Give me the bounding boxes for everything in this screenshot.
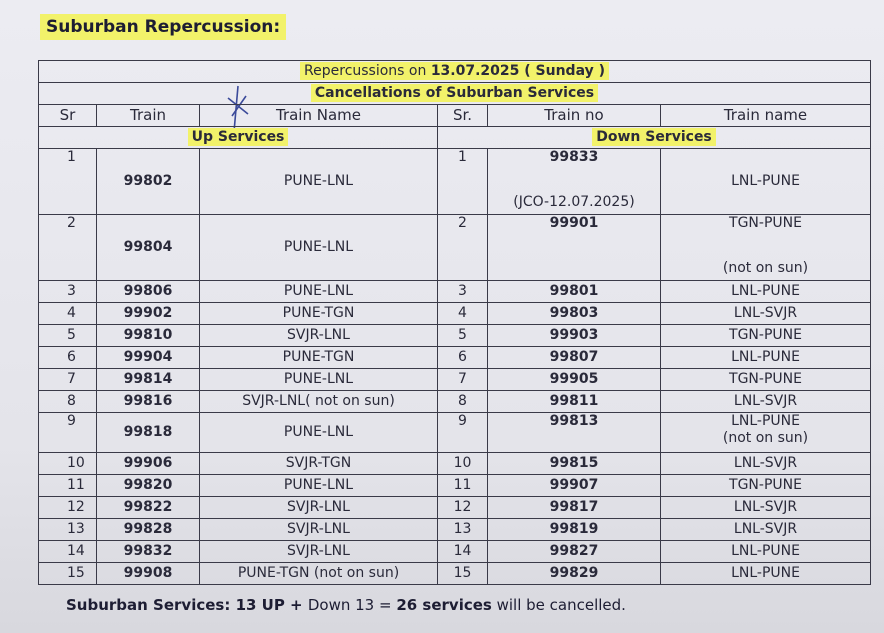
table-row — [39, 215, 871, 281]
down-sr — [438, 519, 488, 541]
up-train — [97, 215, 200, 281]
table-row — [39, 369, 871, 391]
title-row — [39, 61, 871, 83]
down-sr-text: 7 — [458, 371, 467, 387]
up-train-text: 99822 — [123, 499, 173, 515]
up-train-text: 99832 — [123, 543, 173, 559]
table-row — [39, 413, 871, 453]
down-sr-text: 4 — [458, 305, 467, 321]
up-name-text: SVJR-LNL — [287, 521, 350, 537]
up-train — [97, 497, 200, 519]
title-highlight — [300, 62, 609, 80]
down-train — [488, 391, 661, 413]
down-name-text: LNL-SVJR — [733, 393, 798, 409]
down-train — [488, 541, 661, 563]
down-name — [661, 563, 871, 585]
up-train — [97, 475, 200, 497]
up-sr — [39, 369, 97, 391]
up-sr-text: 8 — [67, 393, 76, 409]
down-name-text: TGN-PUNE — [729, 477, 802, 493]
up-train-text: 99908 — [123, 565, 173, 581]
table-row — [39, 347, 871, 369]
up-sr-text: 11 — [67, 477, 85, 493]
up-train-text: 99828 — [123, 521, 173, 537]
down-name-text: LNL-PUNE — [731, 349, 800, 365]
down-sr — [438, 453, 488, 475]
down-train-text: 99833 — [549, 149, 599, 165]
up-train — [97, 369, 200, 391]
down-sr-text: 8 — [458, 393, 467, 409]
down-train — [488, 413, 661, 453]
up-sr-text: 9 — [67, 413, 76, 429]
up-sr — [39, 149, 97, 215]
down-train-text: 99817 — [549, 499, 599, 515]
up-name — [200, 149, 438, 215]
up-name-text: SVJR-TGN — [285, 455, 352, 471]
down-train-text: 99905 — [549, 371, 599, 387]
down-sr — [438, 497, 488, 519]
up-name — [200, 563, 438, 585]
up-name-text: PUNE-LNL — [283, 424, 354, 440]
down-train-text: 99903 — [549, 327, 599, 343]
down-name — [661, 497, 871, 519]
title-prefix: Repercussions on — [304, 63, 431, 79]
up-train-text: 99902 — [123, 305, 173, 321]
down-sr — [438, 215, 488, 281]
up-train-text: 99820 — [123, 477, 173, 493]
down-sr — [438, 347, 488, 369]
col-up-name: Train Name — [200, 105, 438, 127]
down-train-note: (JCO-12.07.2025) — [513, 194, 635, 210]
down-name-text: LNL-PUNE — [731, 565, 800, 581]
footer-down-part: Down 13 = — [307, 596, 397, 614]
table-row — [39, 303, 871, 325]
up-name — [200, 541, 438, 563]
table-row — [39, 563, 871, 585]
up-name-text: SVJR-LNL — [287, 327, 350, 343]
down-sr-text: 3 — [458, 283, 467, 299]
up-name-text: PUNE-LNL — [283, 477, 354, 493]
down-sr-text: 9 — [458, 413, 467, 429]
down-sr-text: 2 — [458, 215, 467, 231]
up-name — [200, 413, 438, 453]
up-name — [200, 475, 438, 497]
title-date: 13.07.2025 ( Sunday ) — [430, 63, 605, 79]
down-name-text: LNL-PUNE — [731, 543, 800, 559]
down-sr — [438, 541, 488, 563]
down-sr — [438, 563, 488, 585]
down-sr-text: 1 — [458, 149, 467, 165]
up-sr — [39, 541, 97, 563]
down-train-text: 99829 — [549, 565, 599, 581]
down-sr-text: 10 — [453, 455, 472, 471]
down-train-text: 99801 — [549, 283, 599, 299]
section-label-row — [39, 127, 871, 149]
up-sr-text: 2 — [67, 215, 76, 231]
down-train — [488, 453, 661, 475]
down-name — [661, 303, 871, 325]
up-train-text: 99904 — [123, 349, 173, 365]
down-sr — [438, 413, 488, 453]
col-up-sr: Sr — [39, 105, 97, 127]
up-sr — [39, 453, 97, 475]
table-row — [39, 325, 871, 347]
up-name-text: SVJR-LNL — [287, 499, 350, 515]
down-train — [488, 149, 661, 215]
up-sr — [39, 497, 97, 519]
down-name-text: TGN-PUNE — [729, 215, 802, 231]
down-services-label: Down Services — [592, 128, 716, 146]
col-up-train: Train — [97, 105, 200, 127]
down-sr-text: 5 — [458, 327, 467, 343]
down-sr-text: 15 — [453, 565, 472, 581]
down-name — [661, 475, 871, 497]
down-sr-text: 14 — [453, 543, 472, 559]
down-train — [488, 497, 661, 519]
col-down-name: Train name — [661, 105, 871, 127]
down-name — [661, 453, 871, 475]
down-name-text: LNL-SVJR — [733, 521, 798, 537]
up-train — [97, 347, 200, 369]
down-name — [661, 391, 871, 413]
down-sr-text: 13 — [453, 521, 472, 537]
down-train-text: 99827 — [549, 543, 599, 559]
up-train-text: 99906 — [123, 455, 173, 471]
down-sr — [438, 369, 488, 391]
up-services-label: Up Services — [188, 128, 289, 146]
down-name-text: TGN-PUNE — [729, 327, 802, 343]
up-train — [97, 281, 200, 303]
down-train-text: 99815 — [549, 455, 599, 471]
down-name-note: (not on sun) — [722, 430, 809, 446]
col-down-train: Train no — [488, 105, 661, 127]
up-name-text: SVJR-LNL( not on sun) — [242, 393, 395, 409]
down-name-note: (not on sun) — [722, 260, 809, 276]
table-row — [39, 281, 871, 303]
down-train — [488, 347, 661, 369]
up-train-text: 99806 — [123, 283, 173, 299]
footer-total: 26 services — [396, 596, 492, 614]
up-name-text: SVJR-LNL — [287, 543, 350, 559]
up-sr — [39, 215, 97, 281]
subtitle-row — [39, 83, 871, 105]
down-name-text: LNL-PUNE — [731, 413, 800, 429]
up-sr-text: 12 — [67, 499, 85, 515]
down-name — [661, 215, 871, 281]
up-name — [200, 391, 438, 413]
up-sr-text: 5 — [67, 327, 76, 343]
table-row — [39, 541, 871, 563]
down-sr — [438, 281, 488, 303]
up-train-text: 99818 — [123, 424, 173, 440]
up-sr — [39, 475, 97, 497]
up-sr-text: 6 — [67, 349, 76, 365]
up-train-text: 99814 — [123, 371, 173, 387]
down-sr — [438, 303, 488, 325]
up-train-text: 99810 — [123, 327, 173, 343]
up-sr — [39, 519, 97, 541]
column-header-row — [39, 105, 871, 127]
up-train — [97, 519, 200, 541]
down-name — [661, 519, 871, 541]
up-sr — [39, 563, 97, 585]
table-row — [39, 453, 871, 475]
up-train — [97, 149, 200, 215]
up-name-text: PUNE-TGN — [282, 305, 355, 321]
up-name — [200, 497, 438, 519]
up-train-text: 99816 — [123, 393, 173, 409]
up-name-text: PUNE-TGN — [282, 349, 355, 365]
down-train — [488, 563, 661, 585]
down-train-text: 99819 — [549, 521, 599, 537]
up-name-text: PUNE-LNL — [283, 371, 354, 387]
up-name — [200, 453, 438, 475]
up-name — [200, 347, 438, 369]
document-heading: Suburban Repercussion: — [40, 14, 286, 40]
down-name-text: TGN-PUNE — [729, 371, 802, 387]
up-sr — [39, 413, 97, 453]
up-name-text: PUNE-TGN (not on sun) — [237, 565, 400, 581]
cancellation-table — [38, 60, 871, 585]
up-name — [200, 303, 438, 325]
down-sr-text: 12 — [453, 499, 472, 515]
up-train — [97, 563, 200, 585]
down-train — [488, 303, 661, 325]
footer-tail: will be cancelled. — [491, 596, 626, 614]
up-name — [200, 215, 438, 281]
down-name-text: LNL-PUNE — [731, 173, 800, 189]
table-row — [39, 149, 871, 215]
down-name — [661, 541, 871, 563]
up-sr — [39, 391, 97, 413]
up-name-text: PUNE-LNL — [283, 173, 354, 189]
up-sr-text: 3 — [67, 283, 76, 299]
down-sr-text: 6 — [458, 349, 467, 365]
col-down-sr: Sr. — [438, 105, 488, 127]
up-sr-text: 15 — [67, 565, 85, 581]
table-row — [39, 475, 871, 497]
down-name — [661, 413, 871, 453]
down-name-text: LNL-SVJR — [733, 305, 798, 321]
table-row — [39, 519, 871, 541]
footer-summary — [66, 596, 626, 614]
up-train — [97, 541, 200, 563]
subtitle: Cancellations of Suburban Services — [311, 84, 598, 102]
footer-label: Suburban Services: — [66, 596, 231, 614]
up-train — [97, 391, 200, 413]
down-train-text: 99901 — [549, 215, 599, 231]
up-name — [200, 325, 438, 347]
down-sr — [438, 325, 488, 347]
up-train-text: 99804 — [123, 239, 173, 255]
up-name — [200, 281, 438, 303]
down-train — [488, 519, 661, 541]
down-name — [661, 281, 871, 303]
up-sr — [39, 281, 97, 303]
up-train-text: 99802 — [123, 173, 173, 189]
down-train-text: 99803 — [549, 305, 599, 321]
down-train — [488, 325, 661, 347]
down-train-text: 99811 — [549, 393, 599, 409]
up-sr-text: 1 — [67, 149, 76, 165]
down-name-text: LNL-SVJR — [733, 455, 798, 471]
up-sr-text: 10 — [67, 455, 85, 471]
down-name — [661, 149, 871, 215]
table-row — [39, 391, 871, 413]
down-sr — [438, 475, 488, 497]
down-train — [488, 281, 661, 303]
up-sr — [39, 347, 97, 369]
up-sr-text: 7 — [67, 371, 76, 387]
up-sr-text: 4 — [67, 305, 76, 321]
up-train — [97, 325, 200, 347]
table-row — [39, 497, 871, 519]
down-sr — [438, 149, 488, 215]
up-name-text: PUNE-LNL — [283, 283, 354, 299]
down-train — [488, 369, 661, 391]
up-train — [97, 453, 200, 475]
down-name — [661, 369, 871, 391]
down-name — [661, 325, 871, 347]
down-train-text: 99813 — [549, 413, 599, 429]
up-sr-text: 14 — [67, 543, 85, 559]
down-train-text: 99807 — [549, 349, 599, 365]
up-name — [200, 369, 438, 391]
down-name-text: LNL-PUNE — [731, 283, 800, 299]
footer-up-part: 13 UP + — [230, 596, 308, 614]
down-name-text: LNL-SVJR — [733, 499, 798, 515]
down-name — [661, 347, 871, 369]
up-sr — [39, 325, 97, 347]
down-sr-text: 11 — [453, 477, 472, 493]
up-train — [97, 413, 200, 453]
up-name — [200, 519, 438, 541]
up-train — [97, 303, 200, 325]
up-sr — [39, 303, 97, 325]
up-sr-text: 13 — [67, 521, 85, 537]
down-train-text: 99907 — [549, 477, 599, 493]
down-train — [488, 475, 661, 497]
down-train — [488, 215, 661, 281]
up-name-text: PUNE-LNL — [283, 239, 354, 255]
down-sr — [438, 391, 488, 413]
